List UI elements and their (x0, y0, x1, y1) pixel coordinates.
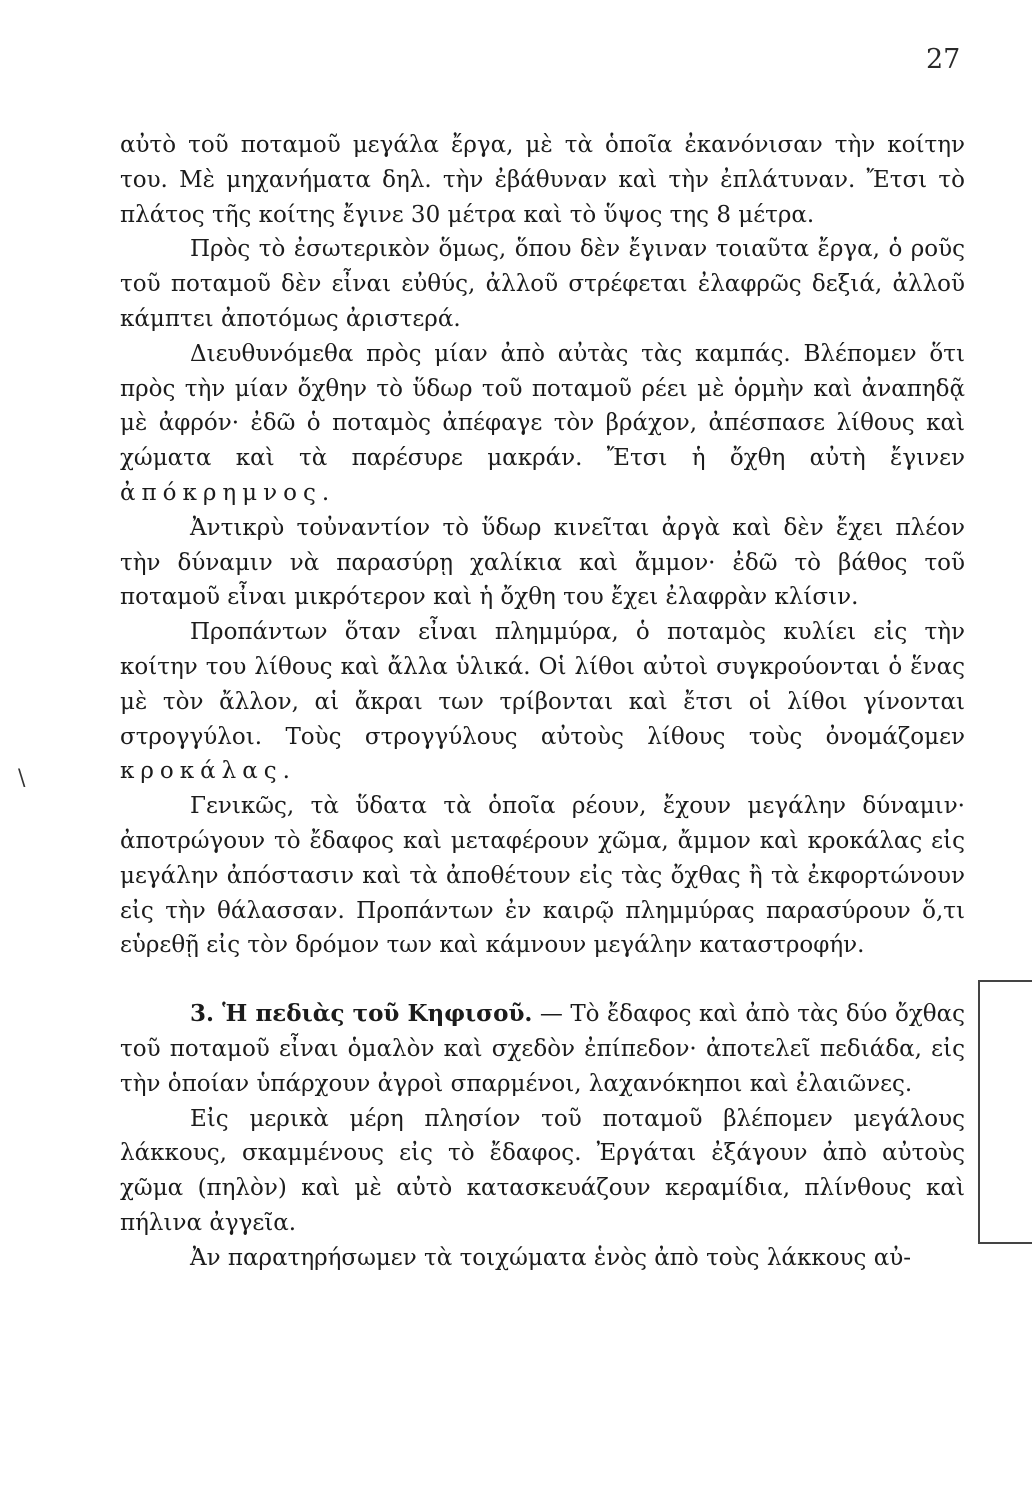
section-title: 3. Ἡ πεδιὰς τοῦ Κηφισοῦ. (190, 1000, 533, 1028)
section-3 (120, 997, 965, 1101)
page-edge-bracket (978, 980, 1032, 1244)
paragraph-5 (120, 615, 965, 789)
section-dash: — (539, 1001, 563, 1028)
paragraph-3-text: Διευθυνόμεθα πρὸς μίαν ἀπὸ αὐτὰς τὰς καμπάς. Βλέπομεν ὅτι πρὸς τὴν μίαν ὄχθην τὸ ὕδωρ τοῦ ποταμοῦ ρέει μὲ ὁρμὴν καὶ ἀναπηδᾷ μὲ ἀφρόν· ἐδῶ ὁ ποταμὸς ἀπέφαγε τὸν βράχον, ἀπέσπασε λίθους καὶ χώματα καὶ τὰ παρέσυρε μακράν. Ἔτσι ἡ ὄχθη αὐτὴ ἔγινεν (120, 340, 965, 472)
paragraph-5-text: Προπάντων ὅταν εἶναι πλημμύρα, ὁ ποταμὸς κυλίει εἰς τὴν κοίτην του λίθους καὶ ἄλλα ὑλικά. Οἱ λίθοι αὐτοὶ συγκρούονται ὁ ἕνας μὲ τὸν ἄλλον, αἱ ἄκραι των τρίβονται καὶ ἔτσι οἱ λίθοι γίνονται στρογγύλοι. Τοὺς στρογγύλους αὐτοὺς λίθους τοὺς ὀνομάζομεν (120, 619, 965, 750)
page-body (120, 128, 965, 1276)
paragraph-6: Γενικῶς, τὰ ὕδατα τὰ ὁποῖα ρέουν, ἔχουν μεγάλην δύναμιν· ἀποτρώγουν τὸ ἔδαφος καὶ μεταφέρουν χῶμα, ἄμμον καὶ κροκάλας εἰς μεγάλην ἀπόστασιν καὶ τὰ ἀποθέτουν εἰς τὰς ὄχθας ἢ τὰ ἐκφορτώνουν εἰς τὴν θάλασσαν. Προπάντων ἐν καιρῷ πλημμύρας παρασύρουν ὅ,τι εὑρεθῇ εἰς τὸν δρόμον των καὶ κάμνουν μεγάλην καταστροφήν. (120, 793, 965, 959)
emphasized-term-krokalas: κροκάλας. (120, 758, 296, 785)
emphasized-term-apokrimnos: ἀπόκρημνος. (120, 479, 336, 506)
section-text: Τὸ ἔδαφος καὶ ἀπὸ τὰς δύο ὄχθας τοῦ ποταμοῦ εἶναι ὁμαλὸν καὶ σχεδὸν ἐπίπεδον· ἀποτελεῖ πεδιάδα, εἰς τὴν ὁποίαν ὑπάρχουν ἀγροὶ σπαρμένοι, λαχανόκηποι καὶ ἐλαιῶνες. (120, 1001, 966, 1097)
paragraph-3 (120, 337, 965, 511)
paragraph-4: Ἀντικρὺ τοὐναντίον τὸ ὕδωρ κινεῖται ἀργὰ καὶ δὲν ἔχει πλέον τὴν δύναμιν νὰ παρασύρῃ χαλίκια καὶ ἄμμον· ἐδῶ τὸ βάθος τοῦ ποταμοῦ εἶναι μικρότερον καὶ ἡ ὄχθη του ἔχει ἐλαφρὰν κλίσιν. (120, 514, 965, 611)
paragraph-2: Πρὸς τὸ ἐσωτερικὸν ὅμως, ὅπου δὲν ἔγιναν τοιαῦτα ἔργα, ὁ ροῦς τοῦ ποταμοῦ δὲν εἶναι εὐθύς, ἀλλοῦ στρέφεται ἐλαφρῶς δεξιά, ἀλλοῦ κάμπτει ἀποτόμως ἀριστερά. (120, 236, 965, 332)
paragraph-1: αὐτὸ τοῦ ποταμοῦ μεγάλα ἔργα, μὲ τὰ ὁποῖα ἐκανόνισαν τὴν κοίτην του. Μὲ μηχανήματα δηλ. τὴν ἐβάθυναν καὶ τὴν ἐπλάτυναν. Ἔτσι τὸ πλάτος τῆς κοίτης ἔγινε 30 μέτρα καὶ τὸ ὕψος της 8 μέτρα. (120, 132, 965, 228)
stray-pencil-mark: \ (18, 766, 26, 791)
paragraph-8: Εἰς μερικὰ μέρη πλησίον τοῦ ποταμοῦ βλέπομεν μεγάλους λάκκους, σκαμμένους εἰς τὸ ἔδαφος. Ἐργάται ἐξάγουν ἀπὸ αὐτοὺς χῶμα (πηλὸν) καὶ μὲ αὐτὸ κατασκευάζουν κεραμίδια, πλίνθους καὶ πήλινα ἀγγεῖα. (120, 1105, 965, 1236)
page-number: 27 (926, 44, 961, 75)
paragraph-9: Ἀν παρατηρήσωμεν τὰ τοιχώματα ἑνὸς ἀπὸ τοὺς λάκκους αὐ- (190, 1244, 911, 1271)
